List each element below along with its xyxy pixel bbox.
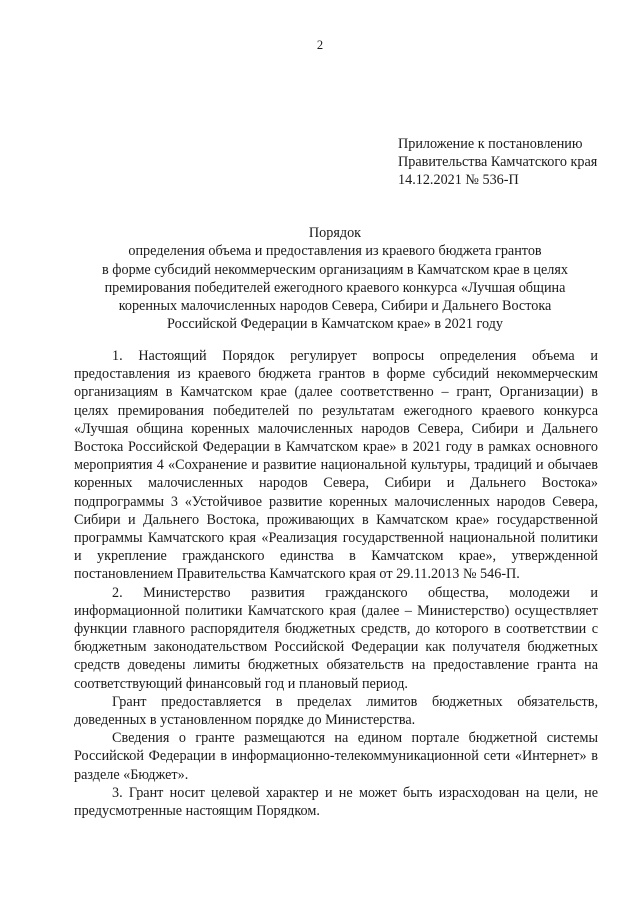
paragraph-3: Грант предоставляется в пределах лимитов бюджетных обязательств, доведенных в установленном порядке до Министерства. [74,693,598,729]
paragraph-1: 1. Настоящий Порядок регулирует вопросы определения объема и предоставления из краевого бюджета грантов в форме субсидий некоммерческим организациям в Камчатском крае (далее соответственно – грант, Организации) в целях премирования победителей по результатам ежегодного краевого конкурса «Лучшая община коренных малочисленных народов Севера, Сибири и Дальнего Востока Российской Федерации в Камчатском крае» в 2021 году в рамках основного мероприятия 4 «Сохранение и развитие национальной культуры, традиций и обычаев коренных малочисленных народов Севера, Сибири и Дальнего Востока» подпрограммы 3 «Устойчивое развитие коренных малочисленных народов Севера, Сибири и Дальнего Востока, проживающих в Камчатском крае» государственной программы Камчатского края «Реализация государственной национальной политики и укрепление гражданского единства в Камчатском крае», утвержденной постановлением Правительства Камчатского края от 29.11.2013 № 546-П. [74,348,598,583]
appendix-note [398,135,628,190]
page-number: 2 [316,38,324,52]
title-line: в форме субсидий некоммерческим организациям в Камчатском крае в целях [102,261,568,278]
paragraph-4: Сведения о гранте размещаются на едином портале бюджетной системы Российской Федерации в информационно-телекоммуникационной сети «Интернет» в разделе «Бюджет». [74,730,598,783]
title-line: Российской Федерации в Камчатском крае» в 2021 году [167,316,503,333]
title-line: коренных малочисленных народов Севера, Сибири и Дальнего Востока [118,298,552,315]
paragraph-5: 3. Грант носит целевой характер и не может быть израсходован на цели, не предусмотренные настоящим Порядком. [74,784,598,820]
appendix-line: 14.12.2021 № 536-П [398,172,519,189]
paragraph-2: 2. Министерство развития гражданского общества, молодежи и информационной политики Камчатского края (далее – Министерство) осуществляет функции главного распорядителя бюджетных средств, до которого в соответствии с бюджетным законодательством Российской Федерации как получателя бюджетных средств доведены лимиты бюджетных обязательств на предоставление гранта на соответствующий финансовый год и плановый период. [74,584,598,692]
document-body [74,347,598,820]
title-line: премирования победителей ежегодного краевого конкурса «Лучшая община [104,279,566,296]
appendix-line: Правительства Камчатского края [398,154,598,171]
appendix-line: Приложение к постановлению [398,136,583,152]
title-line: определения объема и предоставления из краевого бюджета грантов [128,243,542,260]
title-line: Порядок [308,225,362,241]
document-title [70,224,600,334]
